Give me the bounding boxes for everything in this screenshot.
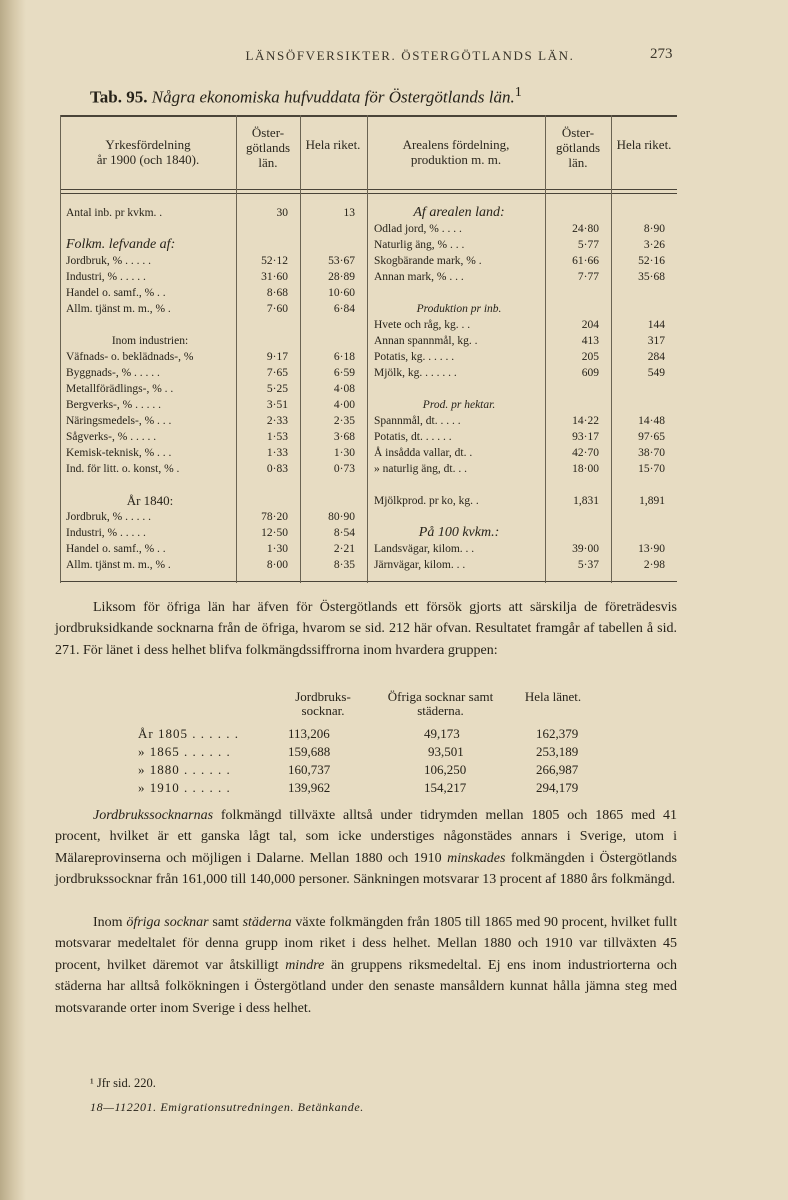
pop-row: » 1865 . . . . . . 159,688 93,501 253,189	[138, 744, 579, 759]
pop-col2-header: Öfriga socknar samt städerna.	[387, 689, 494, 718]
caption-footnote-ref: 1	[514, 84, 522, 100]
pop-row: » 1910 . . . . . . 139,962 154,217 294,179	[138, 780, 579, 795]
paragraph-intro: Liksom för öfriga län har äfven för Östergötlands ett försök gjorts att särskilja de företrädesvis jordbruksidkande socknarna från de öfriga, hvarom se sid. 212 här ofvan. Resultatet framgår af tabellen å sid. 271. För länet i dess helhet blifva folkmängdssiffrorna inom hvardera gruppen:	[55, 600, 677, 658]
page-spine-shadow	[0, 0, 26, 1200]
right-col2-header: Hela riket.	[616, 137, 672, 152]
left-col2-values: 13 53·67 28·89 10·60 6·84 6·18 6·59 4·08 4·00 2·35 3·68 1·30 0·73 80·90 8·54 2·21 8·35	[328, 207, 355, 571]
left-table-header: Yrkesfördelning år 1900 (och 1840).	[96, 137, 200, 167]
running-head: LÄNSÖFVERSIKTER. ÖSTERGÖTLANDS LÄN.	[245, 48, 575, 63]
paragraph-other-parishes: Inom öfriga socknar samt städerna växte folkmängden från 1805 till 1865 med 90 procent, hvilket fullt motsvarar medeltalet för denna grupp inom riket i dess helhet. Mellan 1880 och 1910 var tillväxten 45 procent, hvilket däremot var åtskilligt mindre än gruppens riksmedeltal. Ej ens inom industriorterna och städerna har alltså folkökningen i Östergötland under den senaste mansåldern kunnat hålla jämna steg med motsvarande orter inom Sverige i dess helhet.	[55, 915, 678, 1016]
left-labels: Antal inb. pr kvkm. . Folkm. lefvande af: Jordbruk, % . . . . . Industri, % . . . . . Handel o. samf., % . . Allm. tjänst m. m., % . Inom industrien: Väfnads- o. beklädnads-, % Byggnads-, % . . . . . Metallförädlings-, % . . Bergverks-, % . . . . . Näringsmedels-, % . . . Sågverks-, % . . . . . Kemisk-teknisk, % . . . Ind. för litt. o. konst, % . År 1840: Jordbruk, % . . . . . Industri, % . . . . . Handel o. samf., % . . Allm. tjänst m. m., % .	[66, 207, 194, 571]
pop-row: » 1880 . . . . . . 160,737 106,250 266,987	[138, 762, 579, 777]
right-col1-header: Öster-götlands län.	[555, 125, 601, 170]
right-col2-values: 8·90 3·26 52·16 35·68 144 317 284 549 14·48 97·65 38·70 15·70 1,891 13·90 2·98	[638, 223, 665, 571]
right-labels: Af arealen land: Odlad jord, % . . . . Naturlig äng, % . . . Skogbärande mark, % . Annan mark, % . . . Produktion pr inb. Hvete och råg, kg. . . Annan spannmål, kg. . Potatis, kg. . . . . . Mjölk, kg. . . . . . . Prod. pr hektar. Spannmål, dt. . . . . Potatis, dt. . . . . . Å insådda vallar, dt. . » naturlig äng, dt. . . Mjölkprod. pr ko, kg. . På 100 kvkm.: Landsvägar, kilom. . . Järnvägar, kilom. . .	[374, 205, 505, 571]
statistics-table	[60, 115, 677, 583]
printer-signature: 18—112201. Emigrationsutredningen. Betänkande.	[90, 1100, 364, 1114]
left-col1-header: Öster-götlands län.	[245, 125, 291, 170]
caption-title: Några ekonomiska hufvuddata för Östergötlands län.	[151, 87, 515, 107]
paragraph-agricultural: Jordbrukssocknarnas folkmängd tillväxte alltså under tidrymden mellan 1805 och 1865 med 41 procent, hvilket är ett ganska lågt tal, som icke understiges någonstädes annars i Sverige, utom i Mälareprovinserna och möjligen i Dalarne. Mellan 1880 och 1910 minskades folkmängden i Östergötlands jordbrukssocknar från 161,000 till 140,000 personer. Sänkningen motsvarar 13 procent af 1880 års folkmängd.	[55, 808, 678, 888]
pop-col1-header: Jordbruks-socknar.	[295, 689, 351, 718]
pop-col3-header: Hela länet.	[524, 689, 582, 704]
caption-label: Tab. 95.	[90, 87, 148, 107]
left-col2-header: Hela riket.	[305, 137, 361, 152]
pop-row: År 1805 . . . . . . 113,206 49,173 162,379	[138, 726, 579, 741]
page-number: 273	[650, 46, 673, 62]
footnote: ¹ Jfr sid. 220.	[90, 1076, 156, 1090]
right-table-header: Arealens fördelning, produktion m. m.	[402, 137, 510, 167]
table-caption	[90, 84, 750, 108]
right-col1-values: 24·80 5·77 61·66 7·77 204 413 205 609 14·22 93·17 42·70 18·00 1,831 39·00 5·37	[572, 223, 599, 571]
left-col1-values: 30 52·12 31·60 8·68 7·60 9·17 7·65 5·25 3·51 2·33 1·53 1·33 0·83 78·20 12·50 1·30 8·00	[261, 207, 288, 571]
